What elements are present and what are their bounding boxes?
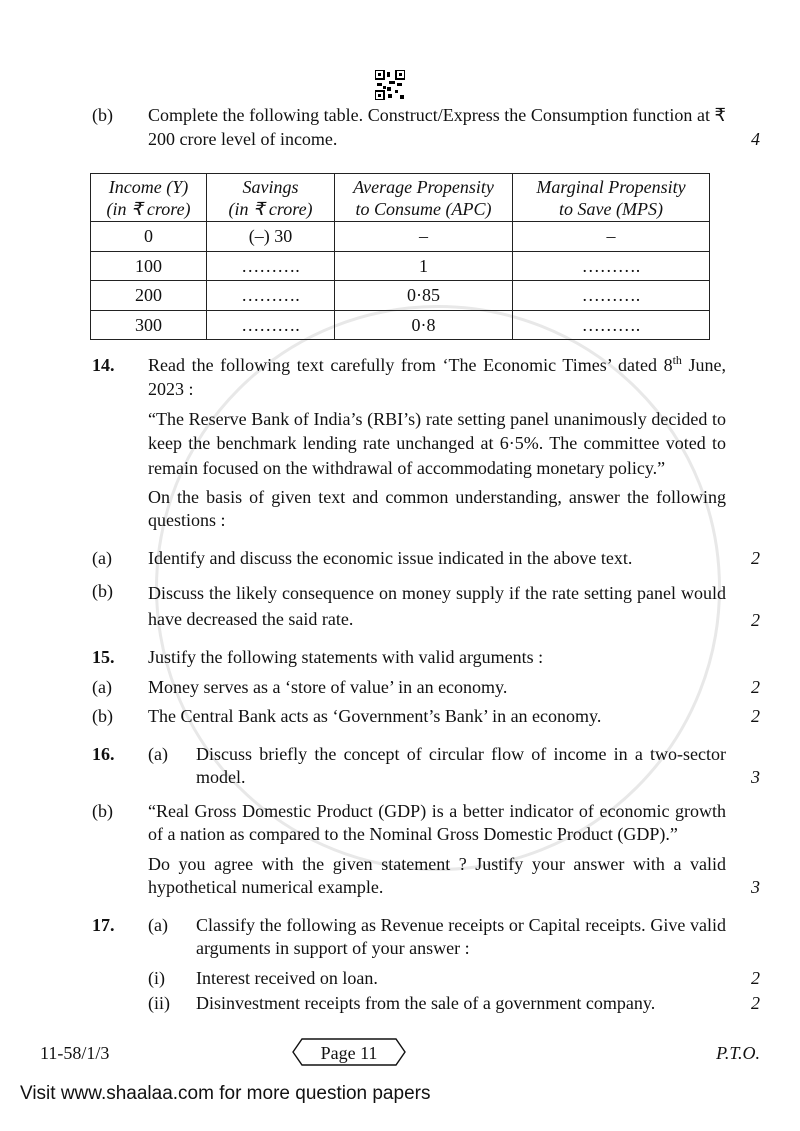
- q13b-label: (b): [92, 105, 113, 125]
- q17ai: [92, 967, 760, 991]
- q14a-label: (a): [92, 547, 112, 568]
- cell: ……….: [513, 281, 710, 311]
- header-savings: Savings (in ₹ crore): [207, 174, 335, 222]
- q16b-marks: 3: [751, 877, 760, 898]
- q17aii-label: (ii): [148, 993, 170, 1014]
- q14-quote: “The Reserve Bank of India’s (RBI’s) rate setting panel unanimously decided to keep the benchmark lending rate unchanged at 6·5%. The committee voted to remain focused on the withdrawal of accommodating monetary policy.”: [148, 409, 726, 478]
- q15: [92, 646, 760, 670]
- q17aii-text: Disinvestment receipts from the sale of a government company.: [196, 993, 656, 1014]
- q15b: [92, 705, 760, 729]
- q16-number: 16.: [92, 743, 115, 764]
- q16a-marks: 3: [751, 767, 760, 788]
- q16a-text: Discuss briefly the concept of circular flow of income in a two-sector model.: [196, 743, 726, 788]
- cell: 300: [91, 310, 207, 340]
- q14-date: 8th June, 2023 :: [148, 353, 727, 399]
- header-income: Income (Y) (in ₹ crore): [91, 174, 207, 222]
- cell: ……….: [207, 251, 335, 281]
- consumption-table: [90, 173, 710, 340]
- q16b-text: “Real Gross Domestic Product (GDP) is a better indicator of economic growth of a nation as compared to the Nominal Gross Domestic Product (GDP).”: [148, 800, 726, 845]
- q15-text: Justify the following statements with valid arguments :: [148, 647, 544, 668]
- cell: (–) 30: [207, 222, 335, 252]
- cell: –: [513, 222, 710, 252]
- table-header-row: [91, 174, 710, 222]
- paper-code: 11-58/1/3: [40, 1042, 110, 1063]
- cell: –: [335, 222, 513, 252]
- q16b-text2: Do you agree with the given statement ? Justify your answer with a valid hypothetical numerical example.: [148, 853, 726, 898]
- q14-intro: Read the following text carefully from ‘The Economic Times’ dated: [148, 355, 657, 375]
- cell: 1: [335, 251, 513, 281]
- q15a-label: (a): [92, 676, 112, 697]
- table-row: [91, 281, 710, 311]
- table-row: [91, 222, 710, 252]
- q13b-marks: 4: [751, 128, 760, 149]
- q14a-marks: 2: [751, 547, 760, 568]
- q14b-label: (b): [92, 581, 113, 602]
- q14-instruction: On the basis of given text and common understanding, answer the following questions :: [148, 486, 726, 531]
- q16b-part2: [92, 853, 760, 900]
- q14b: [92, 580, 760, 632]
- q17ai-text: Interest received on loan.: [196, 967, 378, 988]
- pto-label: P.T.O.: [716, 1042, 760, 1063]
- q15b-label: (b): [92, 706, 113, 727]
- cell: 100: [91, 251, 207, 281]
- header-mps: Marginal Propensity to Save (MPS): [513, 174, 710, 222]
- q17ai-marks: 2: [751, 967, 760, 988]
- cell: ……….: [513, 310, 710, 340]
- q14-intro-block: [148, 354, 726, 401]
- q14: [92, 354, 760, 401]
- q14-number: 14.: [92, 355, 115, 375]
- q17a-label: (a): [148, 914, 168, 935]
- q15a-marks: 2: [751, 676, 760, 697]
- q13b-text: Complete the following table. Construct/Express the Consumption function at ₹ 200 crore level of income.: [148, 105, 726, 149]
- cell: 200: [91, 281, 207, 311]
- cell: ……….: [513, 251, 710, 281]
- q15b-marks: 2: [751, 706, 760, 727]
- q14b-text: Discuss the likely consequence on money supply if the rate setting panel would have decreased the said rate.: [148, 583, 726, 630]
- cell: ……….: [207, 310, 335, 340]
- visit-link-text[interactable]: Visit www.shaalaa.com for more question papers: [20, 1082, 431, 1104]
- table-row: [91, 251, 710, 281]
- q15-number: 15.: [92, 647, 115, 668]
- q17a-text: Classify the following as Revenue receipts or Capital receipts. Give valid arguments in support of your answer :: [196, 914, 726, 959]
- q16b: [92, 800, 760, 847]
- q17-number: 17.: [92, 914, 115, 935]
- cell: ……….: [207, 281, 335, 311]
- q16b-label: (b): [92, 800, 113, 821]
- cell: 0: [91, 222, 207, 252]
- q17aii-marks: 2: [751, 993, 760, 1014]
- q14a: [92, 547, 760, 571]
- q17aii: [92, 992, 760, 1016]
- header-apc: Average Propensity to Consume (APC): [335, 174, 513, 222]
- q13b: [92, 104, 760, 151]
- q17a: [92, 914, 760, 961]
- table-row: [91, 310, 710, 340]
- cell: 0·85: [335, 281, 513, 311]
- q14b-marks: 2: [751, 609, 760, 630]
- q17ai-label: (i): [148, 967, 165, 988]
- q15a-text: Money serves as a ‘store of value’ in an economy.: [148, 676, 508, 697]
- cell: 0·8: [335, 310, 513, 340]
- q15b-text: The Central Bank acts as ‘Government’s Bank’ in an economy.: [148, 706, 602, 727]
- q16a-label: (a): [148, 743, 168, 764]
- page-footer: [40, 1038, 760, 1068]
- q14a-text: Identify and discuss the economic issue indicated in the above text.: [148, 547, 633, 568]
- q15a: [92, 676, 760, 700]
- q16a: [92, 743, 760, 790]
- page-number: Page 11: [320, 1042, 378, 1063]
